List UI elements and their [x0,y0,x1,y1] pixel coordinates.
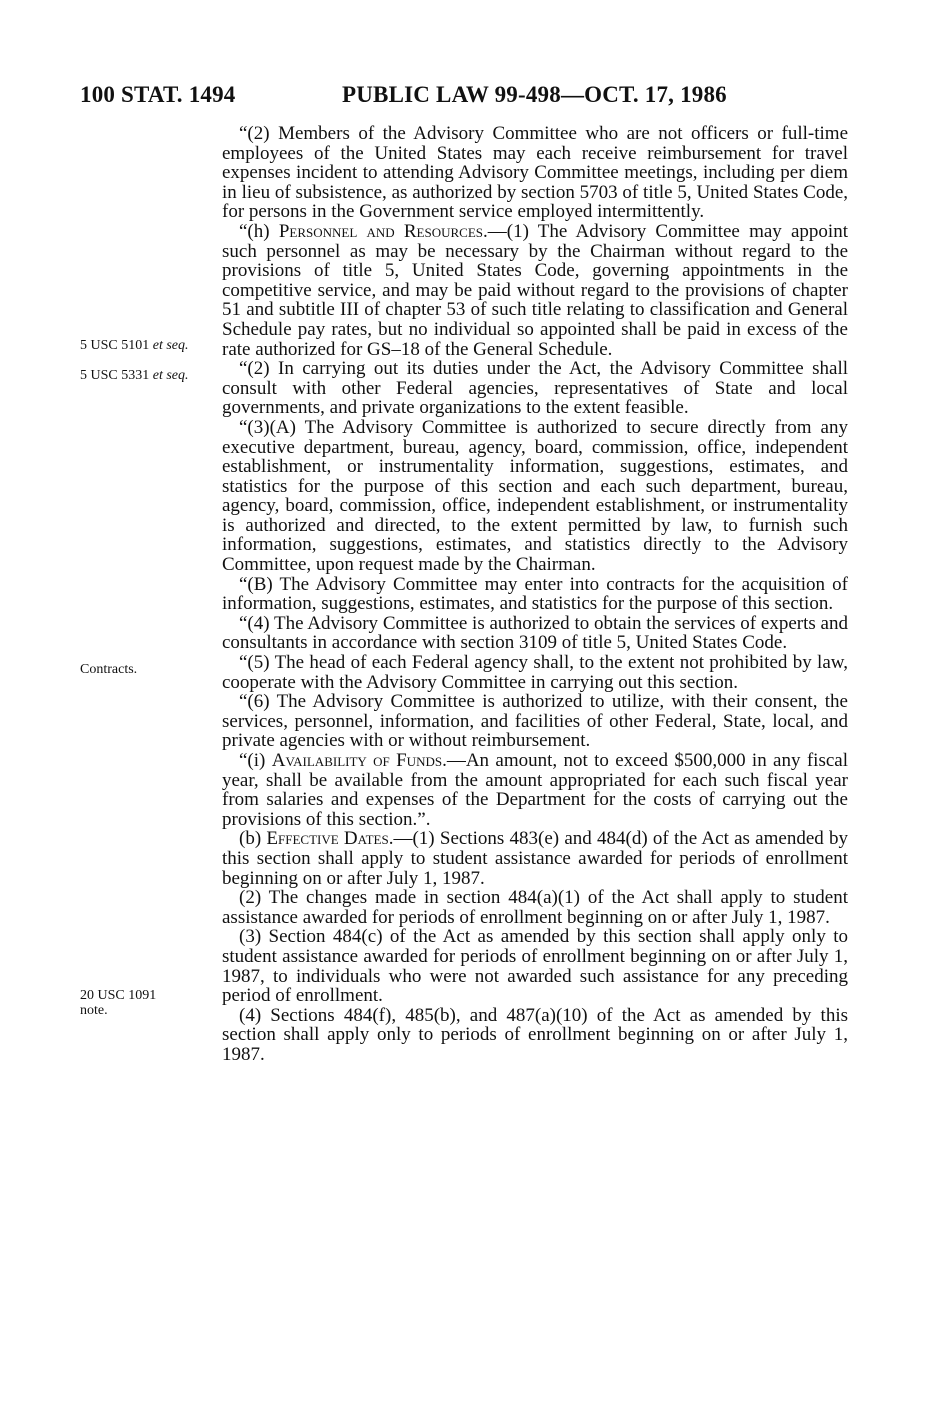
margin-note-usc-1091-note: note. [80,1003,108,1018]
margin-note-contracts: Contracts. [80,662,138,677]
paragraph-h3b-contracts: “(B) The Advisory Committee may enter into contracts for the acquisition of information, suggestions, estimates, and statistics for the purpose of this section. [222,573,848,615]
paragraph-h-text: —(1) The Advisory Committee may appoint such personnel as may be necessary by the Chairman without regard to the provisions of title 5, United States Code, governing appointments in the competitive service, and may be paid without regard to the provisions of chapter 51 and subtitle III of chapter 53 of such title relating to classification and General Schedule pay rates, but no individual so appointed shall be paid in excess of the rate authorized for GS–18 of the General Schedule. [222,220,848,360]
paragraph-h4-experts: “(4) The Advisory Committee is authorized to obtain the services of experts and consultants in accordance with section 3109 of title 5, United States Code. [222,612,848,654]
margin-note-usc-1091 [80,988,200,1018]
margin-note-usc-5331-et-seq: et seq. [152,368,189,383]
margin-note-usc-5331-citation: 5 USC 5331 [80,368,150,383]
paragraph-h2-consult: “(2) In carrying out its duties under the Act, the Advisory Committee shall consult with other Federal agencies, representatives of State and local governments, and private organizations to the extent feasible. [222,358,848,419]
paragraph-b4-sections-484f: (4) Sections 484(f), 485(b), and 487(a)(10) of the Act as amended by this section shall apply only to periods of enrollment beginning on or after July 1, 1987. [222,1004,848,1065]
paragraph-b-effective-dates [222,829,848,888]
paragraph-i-lead: “(i) [239,750,272,771]
statute-page-number: 100 STAT. 1494 [80,82,236,107]
paragraph-i-availability-of-funds [222,751,848,829]
paragraph-h5-agency-cooperation: “(5) The head of each Federal agency shall, to the extent not prohibited by law, cooperate with the Advisory Committee in carrying out this section. [222,652,848,693]
paragraph-b-text: —(1) Sections 483(e) and 484(d) of the Act as amended by this section shall apply to student assistance awarded for periods of enrollment beginning on or after July 1, 1987. [222,828,848,889]
page-header [80,82,850,112]
paragraph-i-heading: Availability of Funds. [271,750,447,771]
margin-note-usc-5331 [80,368,200,383]
paragraph-i-text: —An amount, not to exceed $500,000 in any fiscal year, shall be available from the amount appropriated for each such fiscal year from salaries and expenses of the Department for the costs of carrying out the provisions of this section.”. [222,750,848,830]
paragraph-g2-travel-expenses: “(2) Members of the Advisory Committee who are not officers or full-time employees of the United States may each receive reimbursement for travel expenses incident to attending Advisory Committee meetings, including per diem in lieu of subsistence, as authorized by section 5703 of title 5, United States Code, for persons in the Government service employed intermittently. [222,123,848,223]
margin-note-usc-1091-citation: 20 USC 1091 [80,988,157,1003]
margin-note-usc-5101-et-seq: et seq. [152,338,189,353]
paragraph-h3a-secure-information: “(3)(A) The Advisory Committee is authorized to secure directly from any executive department, bureau, agency, board, commission, office, independent establishment, or instrumentality information, suggestions, estimates, and statistics for the purpose of this section and each such department, bureau, agency, board, commission, office, independent establishment, or instrumentality is authorized and directed, to the extent permitted by law, to furnish such information, suggestions, estimates, and statistics directly to the Advisory Committee, upon request made by the Chairman. [222,416,848,576]
paragraph-h-lead: “(h) [239,220,279,242]
paragraph-h-personnel-resources [222,222,848,359]
margin-note-usc-5101 [80,338,200,353]
margin-note-usc-5101-citation: 5 USC 5101 [80,338,150,353]
paragraph-h6-utilize-services: “(6) The Advisory Committee is authorized to utilize, with their consent, the services, personnel, information, and facilities of other Federal, State, local, and private agencies with or without reimbursement. [222,691,848,752]
paragraph-b-heading: Effective Dates. [266,828,394,850]
statute-body [222,124,848,1065]
paragraph-b-lead: (b) [239,828,267,850]
public-law-title: PUBLIC LAW 99-498—OCT. 17, 1986 [342,82,727,107]
paragraph-b3-section-484c: (3) Section 484(c) of the Act as amended by this section shall apply only to student assistance awarded for periods of enrollment beginning on or after July 1, 1987, to individuals who were not awarded such assistance for any preceding period of enrollment. [222,926,848,1007]
paragraph-b2-changes: (2) The changes made in section 484(a)(1) of the Act shall apply to student assistance awarded for periods of enrollment beginning on or after July 1, 1987. [222,887,848,928]
paragraph-h-heading: Personnel and Resources. [278,220,488,242]
